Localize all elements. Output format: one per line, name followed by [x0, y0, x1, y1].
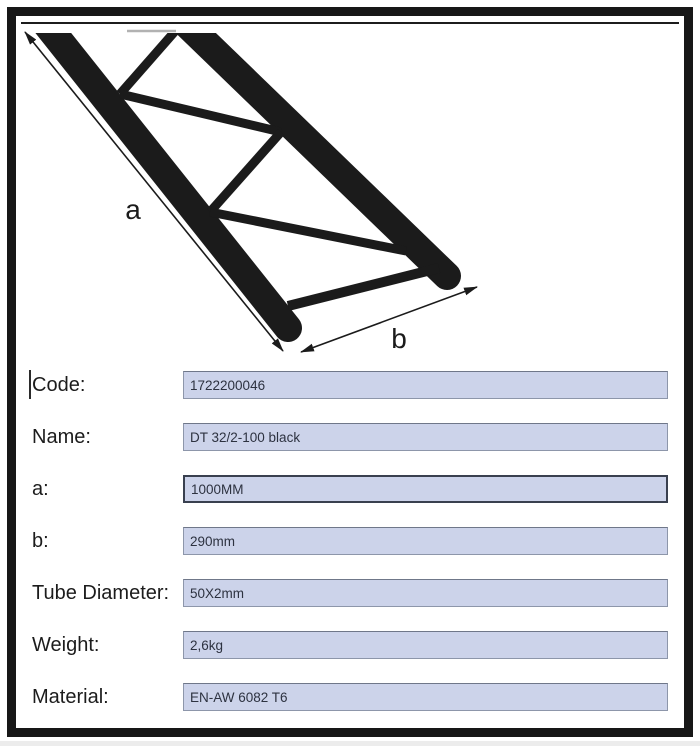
- dimension-label-a: a: [125, 194, 141, 225]
- truss-brace: [210, 132, 281, 212]
- tube-diameter-input[interactable]: [184, 580, 667, 606]
- truss-brace: [120, 29, 177, 94]
- b-label: b:: [32, 530, 49, 552]
- weight-input[interactable]: [184, 632, 667, 658]
- form-row-a: [0, 475, 700, 503]
- form-row-weight: [0, 631, 700, 659]
- name-input[interactable]: [184, 424, 667, 450]
- name-label: Name:: [32, 426, 91, 448]
- name-field[interactable]: [183, 423, 668, 451]
- code-input[interactable]: [184, 372, 667, 398]
- form-row-name: [0, 423, 700, 451]
- dimension-label-b: b: [391, 323, 407, 354]
- truss-end-rung: [288, 268, 439, 306]
- form-row-material: [0, 683, 700, 711]
- tube-diameter-field[interactable]: [183, 579, 668, 607]
- b-input[interactable]: [184, 528, 667, 554]
- code-field[interactable]: [183, 371, 668, 399]
- a-label: a:: [32, 478, 49, 500]
- form-row-b: [0, 527, 700, 555]
- material-label: Material:: [32, 686, 109, 708]
- form-row-code: [0, 371, 700, 399]
- code-label: Code:: [32, 374, 86, 396]
- truss-body: [35, 10, 447, 328]
- tube-diameter-label: Tube Diameter:: [32, 582, 170, 604]
- weight-label: Weight:: [32, 634, 100, 656]
- form-row-tube-diameter: [0, 579, 700, 607]
- truss-diagram: [0, 0, 700, 370]
- weight-field[interactable]: [183, 631, 668, 659]
- a-input[interactable]: [185, 477, 666, 501]
- text-cursor: [29, 370, 31, 399]
- material-field[interactable]: [183, 683, 668, 711]
- material-input[interactable]: [184, 684, 667, 710]
- a-field[interactable]: [183, 475, 668, 503]
- b-field[interactable]: [183, 527, 668, 555]
- screenshot-bottom-edge: [0, 741, 700, 746]
